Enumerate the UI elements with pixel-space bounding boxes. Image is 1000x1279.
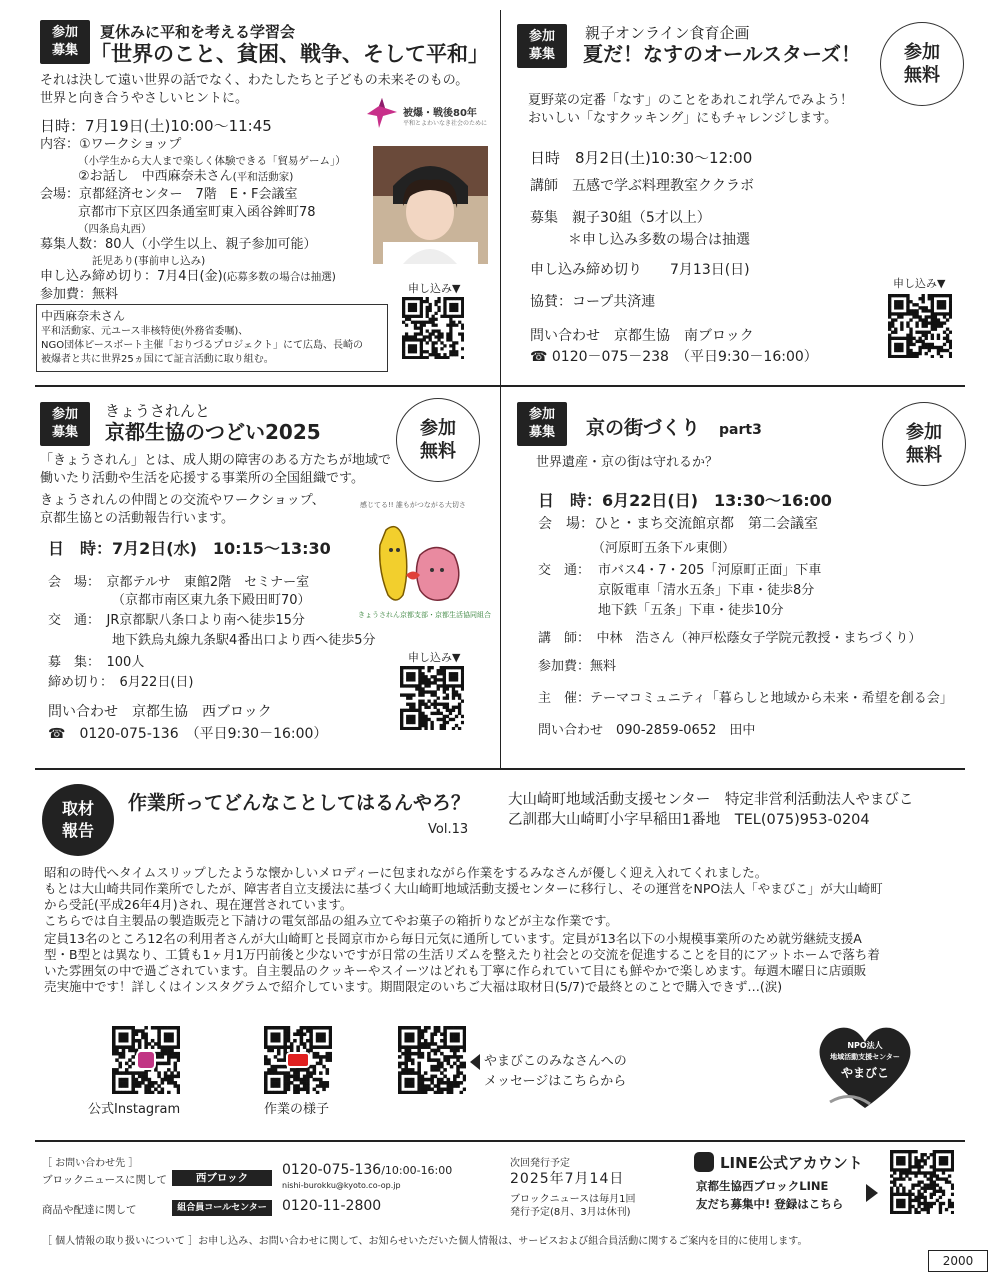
- event-subtitle: 親子オンライン食育企画: [585, 24, 750, 42]
- youtube-icon: [286, 1052, 310, 1068]
- yamabiko-logo: [810, 1016, 920, 1112]
- illustration-text: 感じてる!! 誰もがつながる大切さ: [360, 501, 466, 509]
- divider-horizontal-3: [35, 1140, 965, 1142]
- venue: 会場：京都経済センター 7階 E・F会議室: [40, 187, 298, 202]
- contact: 問い合わせ 京都生協 南ブロック: [530, 328, 754, 344]
- profile-line-2: NGO団体ピースボート主催「おりづるプロジェクト」にて広島、長崎の: [41, 340, 364, 351]
- next-issue-label: 次回発行予定: [510, 1158, 570, 1169]
- instagram-icon: [136, 1050, 156, 1070]
- access-1: 市バス4・7・205「河原町正面」下車: [598, 563, 822, 578]
- access-3: 地下鉄「五条」下車・徒歩10分: [598, 603, 784, 618]
- event-date: 日 時：7月2日(水) 10:15～13:30: [48, 539, 331, 558]
- event-title: 「世界のこと、貧困、戦争、そして平和」: [90, 42, 489, 66]
- report-body-3: から受託(平成26年4月)され、現在運営されています。: [44, 897, 353, 912]
- report-body-4: こちらでは自主製品の製造販売と下請けの電気部品の組み立てやお菓子の箱折りなどが主な作業です。: [44, 913, 618, 928]
- message-arrow-icon: [470, 1054, 480, 1070]
- lecturer: 講師 五感で学ぶ料理教室ククラボ: [530, 178, 754, 194]
- qr-code-message[interactable]: [398, 1026, 466, 1094]
- report-body-5: 定員13名のところ12名の利用者さんが大山崎町と長岡京市から毎日元気に通所しています。定員が13名以下の小規模事業所のため就労継続支援A: [44, 931, 862, 946]
- footer-row1-label: ブロックニュースに関して: [42, 1174, 168, 1186]
- privacy-notice: ［ 個人情報の取り扱いについて ］お申し込み、お問い合わせに関して、お知らせいただいた個人情報は、サービスおよび組合員活動に関するご案内を目的に使用します。: [42, 1236, 808, 1247]
- qr-code-apply-peace[interactable]: [402, 297, 464, 359]
- profile-line-3: 被爆者と共に世界25ヵ国にて証言活動に取り組む。: [41, 354, 274, 365]
- footer-row2-tag: 組合員コールセンター: [172, 1200, 272, 1216]
- footer-row1-tag: 西ブロック: [172, 1170, 272, 1186]
- report-badge: 取材 報告: [42, 784, 114, 856]
- venue: 会 場：ひと・まち交流館京都 第二会議室: [538, 516, 818, 532]
- content-line: 内容：①ワークショップ: [40, 137, 182, 152]
- message-line-1: やまびこのみなさんへの: [484, 1054, 627, 1069]
- intro-line-2: おいしい「なすクッキング」にもチャレンジします。: [528, 111, 838, 126]
- phone: ☎ 0120－075－238 （平日9:30－16:00）: [530, 349, 818, 365]
- profile-name: 中西麻奈未さん: [41, 309, 126, 323]
- recruit-badge: 参加 募集: [517, 24, 567, 68]
- qr-label-instagram: 公式Instagram: [88, 1102, 181, 1117]
- lecturer: 講 師： 中林 浩さん（神戸松蔭女子学院元教授・まちづくり）: [538, 631, 922, 646]
- speaker-portrait-icon: [373, 146, 488, 264]
- profile-line-1: 平和活動家、元ユース非核特使(外務省委嘱)、: [41, 326, 249, 337]
- footer-contact-label: ［ お問い合わせ先 ］: [42, 1158, 139, 1169]
- intro-line-1: それは決して遠い世界の話でなく、わたしたちと子どもの未来そのもの。: [40, 73, 469, 88]
- speaker-photo: [373, 146, 488, 264]
- recruit: 募 集： 100人: [48, 655, 145, 670]
- sponsor: 協賛：コープ共済連: [530, 294, 656, 310]
- access: 交 通： JR京都駅八条口より南へ徒歩15分: [48, 613, 305, 628]
- content-note: （小学生から大人まで楽しく体験できる「貿易ゲーム」）: [78, 155, 346, 167]
- apply-label: 申し込み▼: [408, 651, 461, 664]
- venue-address: 京都市下京区四条通室町東入函谷鉾町78: [78, 205, 316, 220]
- venue-address-note: （四条烏丸西）: [78, 223, 152, 235]
- report-body-2: もとは大山崎共同作業所でしたが、障害者自立支援法に基づく大山崎町地域活動支援センターに移行し、その運営をNPO法人「やまびこ」が大山崎町: [44, 881, 883, 896]
- intro-line-2: 世界と向き合うやさしいヒントに。: [40, 91, 249, 106]
- phone: ☎ 0120-075-136 （平日9:30－16:00）: [48, 726, 328, 742]
- line-title: LINE公式アカウント: [720, 1154, 863, 1172]
- recruit-badge: 参加 募集: [40, 402, 90, 446]
- divider-horizontal-2: [35, 768, 965, 770]
- logo-line-1: NPO法人: [847, 1041, 883, 1050]
- free-badge: 参加 無料: [396, 398, 480, 482]
- report-body-7: いた雰囲気の中で過ごされています。自主製品のクッキーやスイーツはどれも丁寧に作られていて目にも鮮やかで楽しめます。毎週木曜日に店頭販: [44, 963, 867, 978]
- line-sub-1: 京都生協西ブロックLINE: [696, 1179, 829, 1193]
- contact: 問い合わせ 京都生協 西ブロック: [48, 704, 272, 720]
- footer-row2-label: 商品や配達に関して: [42, 1204, 137, 1216]
- event-date: 日 時：6月22日(日) 13:30～16:00: [538, 491, 832, 510]
- kyosaren-illustration: [358, 500, 491, 620]
- access-2: 地下鉄烏丸線九条駅4番出口より西へ徒歩5分: [112, 633, 376, 648]
- event-subtitle: きょうされんと: [105, 402, 211, 420]
- logo-text: 被爆・戦後80年: [403, 108, 477, 119]
- footer-row1-phone: 0120-075-136/10:00-16:00: [282, 1162, 453, 1178]
- content-talk: ②お話し 中西麻奈未さん(平和活動家): [78, 169, 294, 184]
- fee: 参加費：無料: [538, 659, 617, 674]
- access-label: 交 通：: [538, 563, 591, 578]
- deadline: 申し込み締め切り 7月13日(日): [530, 262, 750, 278]
- recruit-badge: 参加 募集: [40, 20, 90, 64]
- event-date: 日時：7月19日(土)10:00～11:45: [40, 117, 272, 135]
- deadline: 申し込み締め切り：7月4日(金)(応募多数の場合は抽選): [40, 269, 336, 284]
- recruit: 募集 親子30組（5才以上）: [530, 210, 711, 226]
- footer-row2-phone: 0120-11-2800: [282, 1198, 382, 1214]
- intro: 世界遺産・京の街は守れるか？: [536, 455, 719, 470]
- event-title: 京都生協のつどい2025: [105, 420, 321, 444]
- qr-code-apply-eggplant[interactable]: [888, 294, 952, 358]
- venue-address: （京都市南区東九条下殿田町70）: [112, 593, 311, 608]
- apply-label: 申し込み▼: [408, 282, 461, 295]
- childcare: 託児あり(事前申し込み): [92, 255, 206, 267]
- next-issue-note-1: ブロックニュースは毎月1回: [510, 1194, 636, 1205]
- apply-label: 申し込み▼: [893, 277, 946, 290]
- page-number: 2000: [928, 1250, 988, 1272]
- peace-crane-logo: [365, 92, 488, 132]
- venue: 会 場： 京都テルサ 東館2階 セミナー室: [48, 575, 310, 590]
- venue-note: （河原町五条下ル東側）: [592, 541, 736, 556]
- qr-label-work: 作業の様子: [264, 1102, 330, 1117]
- event-title: 夏だ！なすのオールスターズ！: [583, 42, 861, 66]
- divider-horizontal-1: [35, 385, 965, 387]
- speaker-profile-box: [36, 304, 388, 372]
- line-logo-icon: [694, 1152, 714, 1172]
- intro-line-4: 京都生協との活動報告行います。: [40, 511, 234, 526]
- line-arrow-icon: [866, 1184, 878, 1202]
- report-address: 乙訓郡大山崎町小字早稲田1番地 TEL(075)953-0204: [508, 812, 870, 828]
- illustration-caption: きょうされん京都支部・京都生活協同組合: [358, 611, 491, 619]
- report-title: 作業所ってどんなことしてはるんやろ？: [128, 792, 471, 814]
- footer-row1-email: nishi-burokku@kyoto.co-op.jp: [282, 1181, 401, 1190]
- recruit-note: ＊申し込み多数の場合は抽選: [568, 232, 750, 248]
- logo-sub: 平和とよわいなき社会のために: [403, 120, 488, 127]
- event-date: 日時 8月2日(土)10:30～12:00: [530, 149, 753, 167]
- qr-code-instagram[interactable]: [112, 1026, 180, 1094]
- qr-code-apply-kyosaren[interactable]: [400, 666, 464, 730]
- logo-line-2: 地域活動支援センター: [830, 1053, 900, 1061]
- report-org: 大山崎町地域活動支援センター 特定非営利活動法人やまびこ: [508, 792, 914, 808]
- event-title: 京の街づくり part3: [586, 417, 762, 439]
- qr-code-line[interactable]: [890, 1150, 954, 1214]
- deadline: 締め切り： 6月22日(日): [48, 675, 194, 690]
- intro-line-2: 働いたり活動や生活を応援する事業所の全国組織です。: [40, 471, 364, 486]
- crane-icon: [365, 96, 399, 130]
- intro-line-3: きょうされんの仲間との交流やワークショップ、: [40, 493, 325, 508]
- free-badge: 参加 無料: [880, 22, 964, 106]
- event-subtitle: 夏休みに平和を考える学習会: [100, 23, 296, 41]
- bean-characters-icon: [358, 510, 488, 610]
- recruit-badge: 参加 募集: [517, 402, 567, 446]
- report-vol: Vol.13: [428, 822, 469, 837]
- contact: 問い合わせ 090-2859-0652 田中: [538, 723, 756, 738]
- fee: 参加費：無料: [40, 287, 119, 302]
- message-line-2: メッセージはこちらから: [484, 1074, 627, 1089]
- next-issue-note-2: 発行予定(8月、3月は休刊): [510, 1207, 631, 1218]
- divider-vertical-top: [500, 10, 501, 770]
- line-sub-2: 友だち募集中! 登録はこちら: [696, 1197, 844, 1211]
- report-body-8: 売実施中です！詳しくはインスタグラムで紹介しています。期間限定のいちご大福は取材日(5/7)で最終とのことで購入できず…(涙): [44, 979, 783, 994]
- report-body-6: 型・B型とは異なり、工賃も1ヶ月1万円前後と少ないですが日常の生活リズムを整えたり社会との交流を促進することを目的にアットホームで落ち着: [44, 947, 880, 962]
- qr-code-work-video[interactable]: [264, 1026, 332, 1094]
- free-badge: 参加 無料: [882, 402, 966, 486]
- report-body-1: 昭和の時代へタイムスリップしたような懐かしいメロディーに包まれながら作業をするみなさんが優しく迎え入れてくれました。: [44, 865, 768, 880]
- logo-line-3: やまびこ: [840, 1066, 889, 1080]
- intro-line-1: 「きょうされん」とは、成人期の障害のある方たちが地域で: [40, 453, 392, 468]
- next-issue-date: 2025年7月14日: [510, 1171, 625, 1187]
- intro-line-1: 夏野菜の定番「なす」のことをあれこれ学んでみよう！: [528, 93, 854, 108]
- host: 主 催：テーマコミュニティ「暮らしと地域から未来・希望を創る会」: [538, 691, 953, 706]
- capacity: 募集人数：80人（小学生以上、親子参加可能）: [40, 237, 317, 252]
- access-2: 京阪電車「清水五条」下車・徒歩8分: [598, 583, 815, 598]
